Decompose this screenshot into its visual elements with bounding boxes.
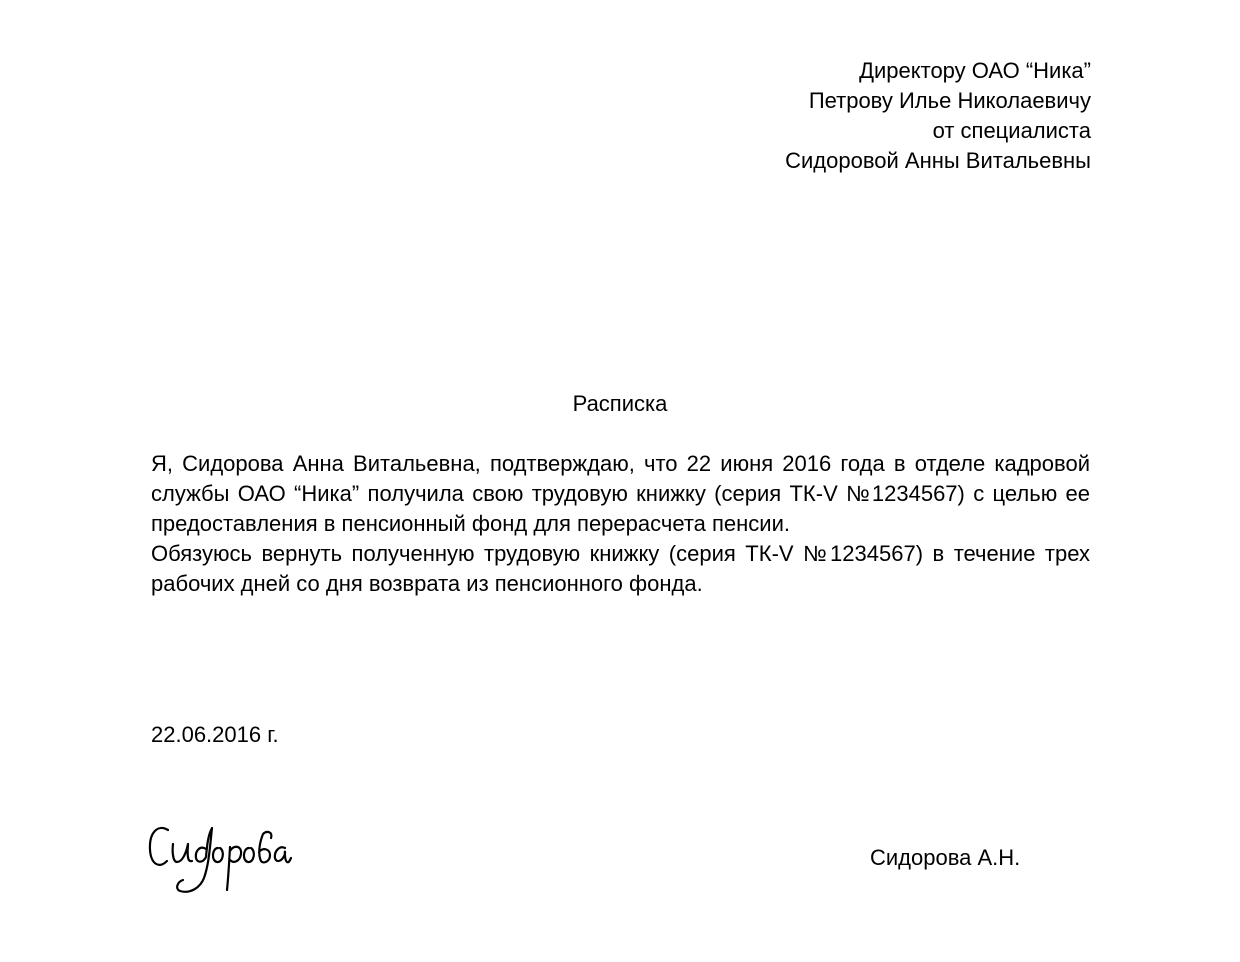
handwritten-signature bbox=[146, 818, 292, 902]
addressee-line-sender: Сидоровой Анны Витальевны bbox=[785, 148, 1091, 173]
addressee-line-from: от специалиста bbox=[932, 118, 1091, 143]
document-title: Расписка bbox=[572, 391, 668, 416]
document-date: 22.06.2016 г. bbox=[151, 722, 279, 747]
signer-name: Сидорова А.Н. bbox=[870, 845, 1021, 870]
document-body bbox=[151, 449, 1090, 599]
body-paragraph-receipt: Я, Сидорова Анна Витальевна, подтверждаю, что 22 июня 2016 года в отделе кадровой службы ОАО “Ника” получила свою трудовую книжку (серия ТК-V №1234567) с целью ее предоставления в пенсионный фонд для перерасчета пенсии. bbox=[151, 451, 1090, 536]
addressee-line-director: Директору ОАО “Ника” bbox=[859, 58, 1091, 83]
addressee-block bbox=[785, 56, 1091, 176]
body-paragraph-obligation: Обязуюсь вернуть полученную трудовую книжку (серия ТК-V №1234567) в течение трех рабочих дней со дня возврата из пенсионного фонда. bbox=[151, 541, 1090, 596]
addressee-line-name: Петрову Илье Николаевичу bbox=[808, 88, 1091, 113]
